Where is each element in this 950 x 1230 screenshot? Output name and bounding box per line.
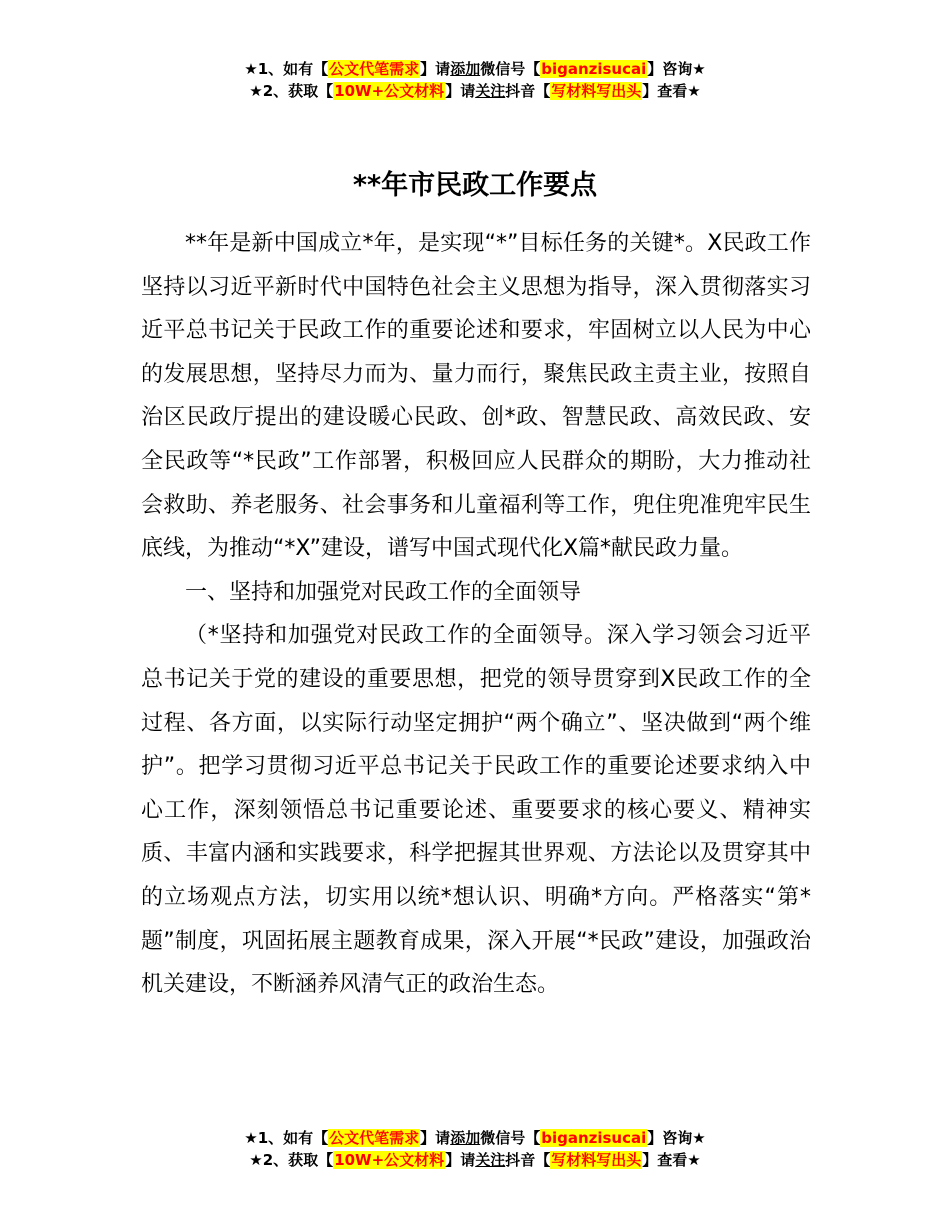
header-banner — [0, 58, 950, 102]
intro-paragraph: **年是新中国成立*年，是实现“*”目标任务的关键*。X民政工作坚持以习近平新时代中国特色社会主义思想为指导，深入贯彻落实习近平总书记关于民政工作的重要论述和要求，牢固树立以人民为中心的发展思想，坚持尽力而为、量力而行，聚焦民政主责主业，按照自治区民政厅提出的建设暖心民政、创*政、智慧民政、高效民政、安全民政等“*民政”工作部署，积极回应人民群众的期盼，大力推动社会救助、养老服务、社会事务和儿童福利等工作，兜住兜准兜牢民生底线，为推动“*X”建设，谱写中国式现代化X篇*献民政力量。 — [141, 231, 811, 562]
banner-line-1: ★1、如有【公文代笔需求】请添加微信号【biganzisucai】咨询★ — [244, 60, 706, 78]
footer-line-1: ★1、如有【公文代笔需求】请添加微信号【biganzisucai】咨询★ — [244, 1129, 706, 1147]
footer-line-2: ★2、获取【10W+公文材料】请关注抖音【写材料写出头】查看★ — [249, 1151, 701, 1169]
highlight-materials: 10W+公文材料 — [334, 1151, 445, 1169]
highlight-materials: 10W+公文材料 — [334, 82, 445, 100]
highlight-service: 公文代笔需求 — [329, 60, 420, 78]
section-heading: 一、坚持和加强党对民政工作的全面领导 — [185, 579, 582, 605]
document-title: **年市民政工作要点 — [352, 170, 598, 201]
highlight-service: 公文代笔需求 — [329, 1129, 420, 1147]
highlight-wechat-id: biganzisucai — [541, 60, 647, 78]
section-paragraph: （*坚持和加强党对民政工作的全面领导。深入学习领会习近平总书记关于党的建设的重要思想，把党的领导贯穿到X民政工作的全过程、各方面，以实际行动坚定拥护“两个确立”、坚决做到“两个维护”。把学习贯彻习近平总书记关于民政工作的重要论述要求纳入中心工作，深刻领悟总书记重要论述、重要要求的核心要义、精神实质、丰富内涵和实践要求，科学把握其世界观、方法论以及贯穿其中的立场观点方法，切实用以统*想认识、明确*方向。严格落实“第*题”制度，巩固拓展主题教育成果，深入开展“*民政”建设，加强政治机关建设，不断涵养风清气正的政治生态。 — [141, 623, 811, 998]
highlight-wechat-id: biganzisucai — [541, 1129, 647, 1147]
footer-banner — [0, 1127, 950, 1171]
document-body — [141, 222, 811, 1007]
banner-line-2: ★2、获取【10W+公文材料】请关注抖音【写材料写出头】查看★ — [249, 82, 701, 100]
highlight-douyin: 写材料写出头 — [551, 82, 642, 100]
highlight-douyin: 写材料写出头 — [551, 1151, 642, 1169]
